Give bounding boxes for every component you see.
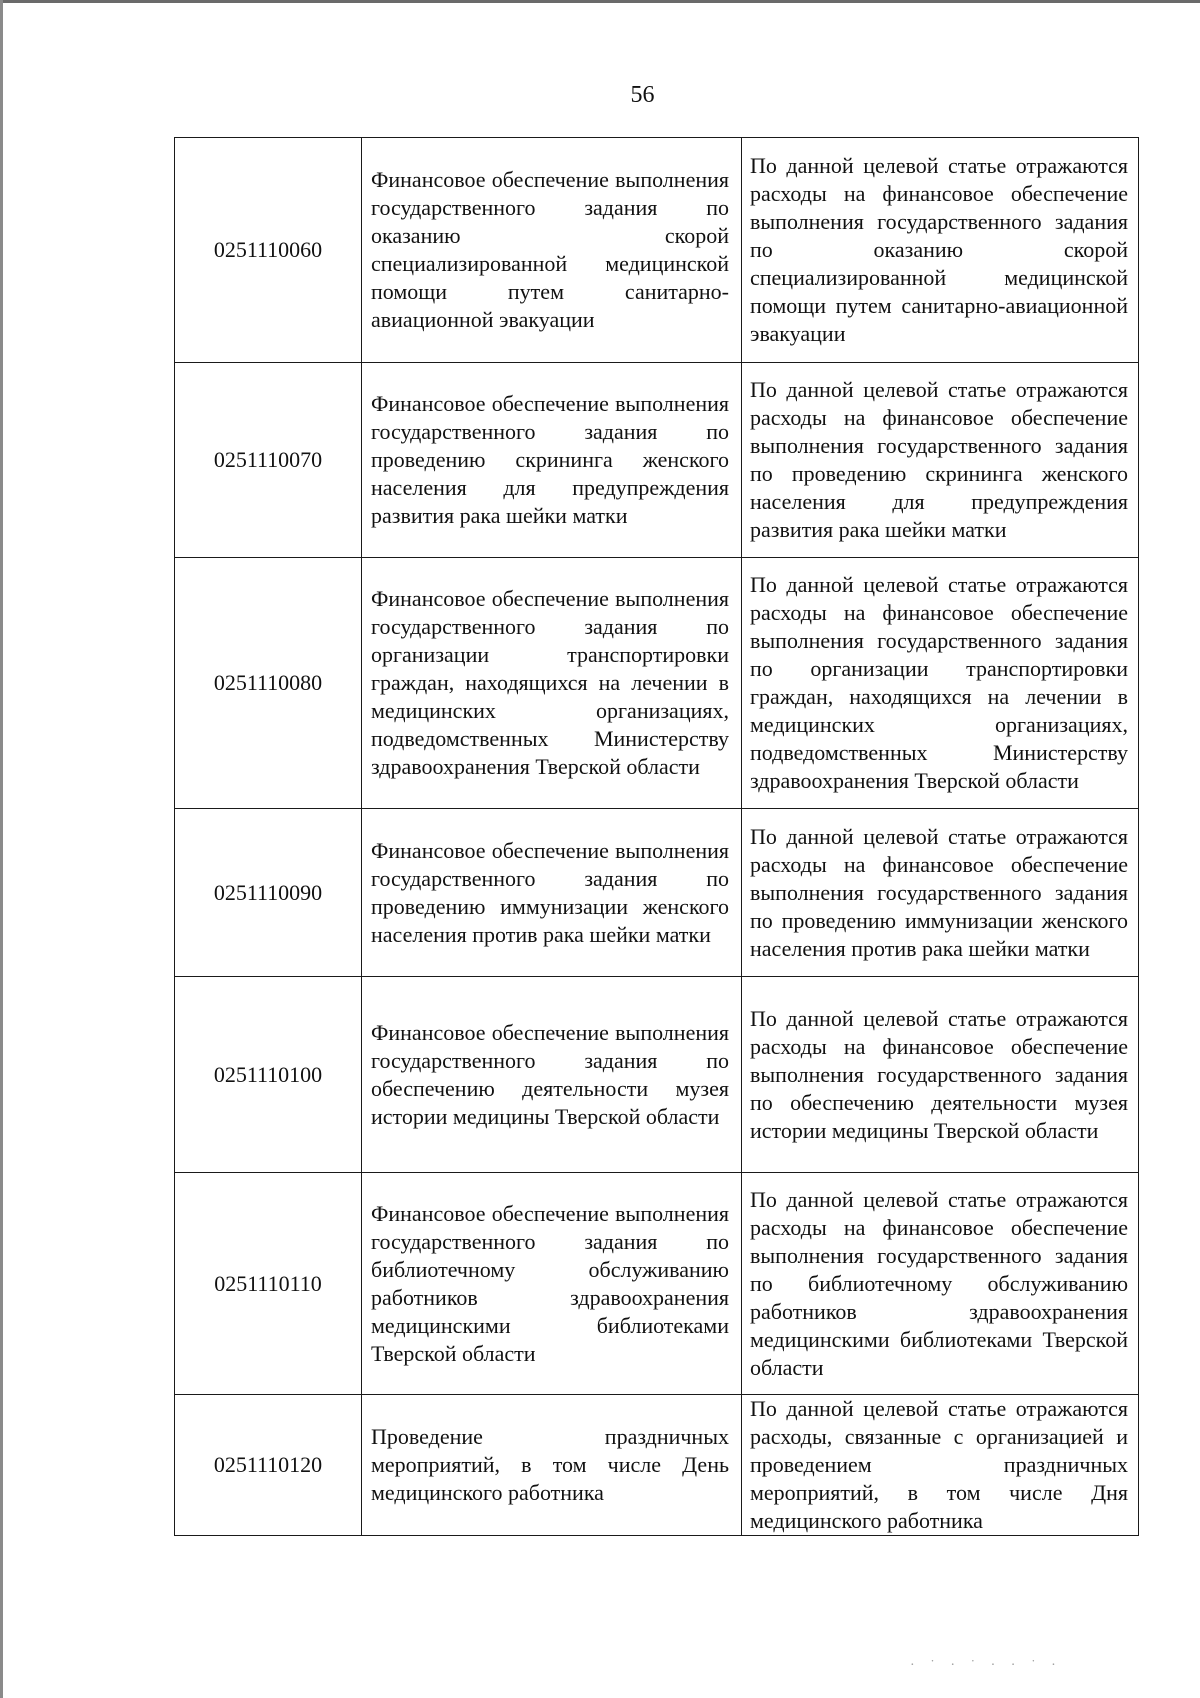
table-row	[175, 558, 1139, 809]
scan-artifact-specks: · ˙ · ˙ · · ˙ ·	[910, 1658, 1062, 1673]
target-article-description: По данной целевой статье отражаются расходы на финансовое обеспечение выполнения государственного задания по оказанию скорой специализированной медицинской помощи путем санитарно-авиационной эвакуации	[742, 138, 1139, 363]
target-article-description: По данной целевой статье отражаются расходы, связанные с организацией и проведением праздничных мероприятий, в том числе Дня медицинского работника	[742, 1395, 1139, 1536]
target-article-code: 0251110120	[175, 1395, 362, 1536]
target-article-name: Финансовое обеспечение выполнения государственного задания по библиотечному обслуживанию работников здравоохранения медицинскими библиотеками Тверской области	[362, 1173, 742, 1395]
target-article-name: Финансовое обеспечение выполнения государственного задания по обеспечению деятельности музея истории медицины Тверской области	[362, 977, 742, 1173]
target-article-name: Проведение праздничных мероприятий, в том числе День медицинского работника	[362, 1395, 742, 1536]
target-article-description: По данной целевой статье отражаются расходы на финансовое обеспечение выполнения государственного задания по организации транспортировки граждан, находящихся на лечении в медицинских организациях, подведомственных Министерству здравоохранения Тверской области	[742, 558, 1139, 809]
table-row	[175, 138, 1139, 363]
table-row	[175, 977, 1139, 1173]
table-row	[175, 809, 1139, 977]
target-article-code: 0251110060	[175, 138, 362, 363]
target-article-description: По данной целевой статье отражаются расходы на финансовое обеспечение выполнения государственного задания по библиотечному обслуживанию работников здравоохранения медицинскими библиотеками Тверской области	[742, 1173, 1139, 1395]
target-article-code: 0251110070	[175, 363, 362, 558]
target-article-code: 0251110090	[175, 809, 362, 977]
target-article-description: По данной целевой статье отражаются расходы на финансовое обеспечение выполнения государственного задания по проведению иммунизации женского населения против рака шейки матки	[742, 809, 1139, 977]
target-article-code: 0251110100	[175, 977, 362, 1173]
target-article-description: По данной целевой статье отражаются расходы на финансовое обеспечение выполнения государственного задания по проведению скрининга женского населения для предупреждения развития рака шейки матки	[742, 363, 1139, 558]
target-article-name: Финансовое обеспечение выполнения государственного задания по проведению скрининга женского населения для предупреждения развития рака шейки матки	[362, 363, 742, 558]
table-row	[175, 1173, 1139, 1395]
target-article-name: Финансовое обеспечение выполнения государственного задания по проведению иммунизации женского населения против рака шейки матки	[362, 809, 742, 977]
target-article-code: 0251110110	[175, 1173, 362, 1395]
table-row	[175, 363, 1139, 558]
target-article-name: Финансовое обеспечение выполнения государственного задания по организации транспортировки граждан, находящихся на лечении в медицинских организациях, подведомственных Министерству здравоохранения Тверской области	[362, 558, 742, 809]
target-article-code: 0251110080	[175, 558, 362, 809]
page-number: 56	[630, 82, 655, 108]
budget-classification-table	[174, 137, 1139, 1536]
page-edge-left	[0, 0, 3, 1698]
table-row	[175, 1395, 1139, 1536]
target-article-name: Финансовое обеспечение выполнения государственного задания по оказанию скорой специализированной медицинской помощи путем санитарно-авиационной эвакуации	[362, 138, 742, 363]
target-article-description: По данной целевой статье отражаются расходы на финансовое обеспечение выполнения государственного задания по обеспечению деятельности музея истории медицины Тверской области	[742, 977, 1139, 1173]
page-edge-top	[0, 0, 1200, 3]
